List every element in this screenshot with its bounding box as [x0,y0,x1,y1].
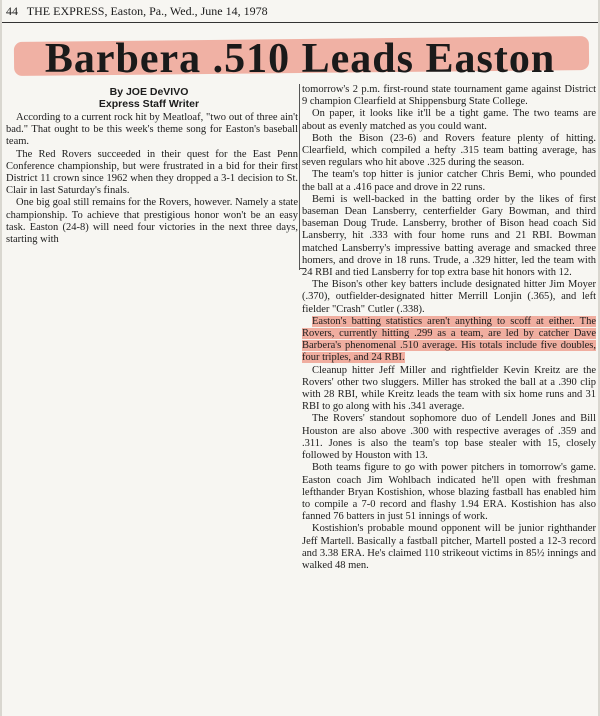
paragraph: The Bison's other key batters include designated hitter Jim Moyer (.370), outfielder-designated hitter Merrill Lonjin (.365), and left fielder "Crash" Cutler (.338). [302,279,596,315]
paragraph: One big goal still remains for the Rovers, however. Namely a state championship. To achieve that prestigious honor won't be an easy task. Easton (24-8) will need four victories in the next three days, starting with [6,197,298,246]
column-divider [299,84,300,270]
paragraph: According to a current rock hit by Meatloaf, "two out of three ain't bad." That ought to be this week's theme song for Easton's baseball team. [6,112,298,148]
paragraph: Kostishion's probable mound opponent will be junior righthander Jeff Martell. Basically a fastball pitcher, Martell posted a 12-3 record and 3.38 ERA. He's claimed 110 strikeout victims in 85½ innings and walked 48 men. [302,523,596,571]
paragraph: The Rovers' standout sophomore duo of Lendell Jones and Bill Houston are also above .300 with respective averages of .359 and .311. Jones is also the team's top base stealer with 15, closely followed by Houston with 13. [302,413,596,462]
paragraph: On paper, it looks like it'll be a tight game. The two teams are about as evenly matched as you could want. [302,108,596,132]
page-edge-left [0,0,2,716]
byline-title: Express Staff Writer [98,98,200,110]
dateline [6,4,296,19]
paragraph: Cleanup hitter Jeff Miller and rightfielder Kevin Kreitz are the Rovers' other two sluggers. Miller has stroked the ball at a .390 clip with 28 RBI, while Kreitz leads the team with six home runs and 31 RBI to go along with his .341 average. [302,364,596,413]
paragraph: tomorrow's 2 p.m. first-round state tournament game against District 9 champion Clearfield at Shippensburg State College. [302,84,596,108]
page-number: 44 [6,4,18,18]
highlighted-paragraph-wrap [302,316,596,365]
paragraph: The Red Rovers succeeded in their quest for the East Penn Conference championship, but were frustrated in a bid for their first District 11 crown since 1962 when they dropped a 3-1 decision to St. Clair in last Saturday's finals. [6,148,298,197]
highlighted-paragraph: Easton's batting statistics aren't anything to scoff at either. The Rovers, currently hitting .299 as a team, are led by catcher Dave Barbera's phenomenal .510 average. His totals include five doubles, four triples, and 24 RBI. [302,315,596,364]
right-column [302,84,596,712]
byline-author: By JOE DeVIVO [109,86,189,98]
headline: Barbera .510 Leads Easton [44,36,556,82]
left-column [6,112,298,258]
headline-block [2,22,598,81]
paragraph: The team's top hitter is junior catcher Chris Bemi, who pounded the ball at a .416 pace and drove in 22 runs. [302,169,596,193]
paragraph: Both teams figure to go with power pitchers in tomorrow's game. Easton coach Jim Wohlbach indicated he'll open with freshman lefthander Bryan Kostishion, whose blazing fastball has enabled him to compile a 7-0 record and flashy 1.94 ERA. Kostishion has also fanned 76 batters in just 51 innings of work. [302,462,596,523]
dateline-text: THE EXPRESS, Easton, Pa., Wed., June 14, 1978 [26,4,268,18]
paragraph: Both the Bison (23-6) and Rovers feature plenty of hitting. Clearfield, which compiled a hefty .315 team batting average, has seven regulars who hit above .325 during the season. [302,132,596,169]
paragraph: Bemi is well-backed in the batting order by the likes of first baseman Dean Lansberry, centerfielder Gary Bowman, and third baseman Doug Trude. Lansberry, brother of Bison head coach Sid Lansberry, hit .333 with four home runs and 21 RBI. Bowman matched Lansberry's impressive batting average and smacked three homers, and drove in 18 runs. Trude, a .329 hitter, led the team with 24 RBI and tied Lansberry for top extra base hit honors with 12. [302,193,596,279]
byline [4,86,294,110]
